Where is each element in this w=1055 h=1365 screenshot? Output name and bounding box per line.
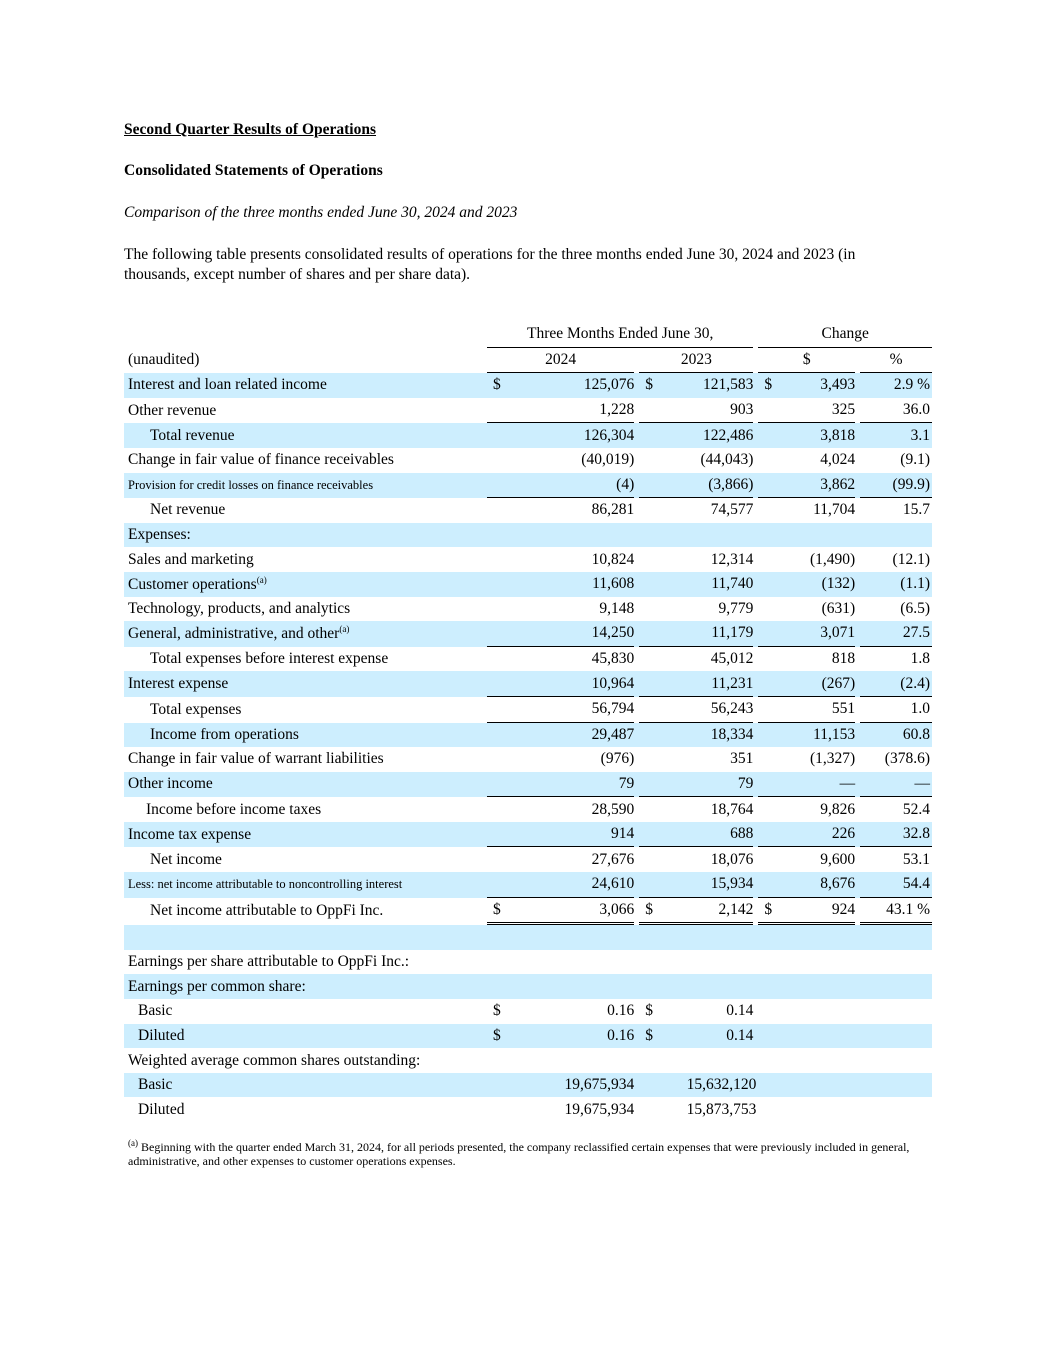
currency-symbol [758,925,786,950]
change-percent: (378.6) [884,750,930,768]
value-2023 [639,621,753,647]
value-2023 [639,999,753,1024]
row-label: Less: net income attributable to noncontrolling interest [124,872,487,898]
currency-symbol [758,747,786,772]
value-2023 [639,925,753,950]
value-2023-text: 11,231 [711,674,754,692]
row-label: Expenses: [124,523,487,548]
table-row [124,448,932,473]
change-dollar [786,925,855,950]
value-2023-text: (3,866) [708,475,754,493]
value-2024: 19,675,934 [515,1073,634,1098]
value-2024: 27,676 [591,850,635,868]
change-percent [860,523,932,548]
currency-symbol [487,925,515,950]
footnote-ref: (a) [256,574,267,585]
change-percent: 36.0 [860,398,932,424]
comparison-heading: Comparison of the three months ended June 30, 2024 and 2023 [124,204,518,221]
change-percent: 15.7 [902,501,930,519]
table-row [124,999,932,1024]
table-row [124,423,932,448]
change-dollar: 818 [831,650,856,668]
change-dollar [786,1073,855,1098]
value-2024 [515,523,634,548]
change-dollar: — [786,772,855,798]
currency-symbol [487,1048,515,1073]
row-label: Diluted [138,1100,185,1118]
currency-symbol [487,697,515,723]
table-row [124,898,932,926]
value-2023 [639,974,753,999]
footnote [128,1136,928,1168]
currency-symbol [758,1073,786,1098]
currency-symbol [487,974,515,999]
change-percent [860,950,932,975]
change-dollar: 551 [786,697,855,723]
change-dollar: 226 [786,822,855,848]
value-2023 [639,498,753,523]
value-2024: 56,794 [515,697,634,723]
value-2024: (40,019) [581,451,635,469]
currency-symbol [758,398,786,424]
row-label: Income before income taxes [146,800,322,818]
change-dollar [786,1024,855,1049]
value-2023 [639,423,753,448]
currency-symbol: $ [487,898,515,926]
footnote-text: Beginning with the quarter ended March 31, 2024, for all periods presented, the company reclassified certain expenses that were previously included in general, administrative, and other expenses to customer operations expenses. [128,1140,910,1168]
change-percent: 1.0 [860,697,932,723]
value-2023 [639,597,753,622]
currency-symbol: $ [758,898,786,926]
change-dollar: 3,071 [786,621,855,647]
change-dollar: 924 [786,898,855,926]
value-2023-text: 15,934 [710,875,754,893]
change-percent: — [860,772,932,798]
currency-symbol [758,1048,786,1073]
change-dollar [786,974,855,999]
value-2024: 10,824 [591,550,635,568]
currency-symbol [487,398,515,424]
currency-symbol [758,547,786,572]
footnote-ref: (a) [339,624,350,635]
value-2023-text: 2,142 [718,900,754,918]
group-header-row [124,322,932,348]
change-dollar: 3,493 [786,373,855,398]
value-2024: 125,076 [515,373,634,398]
value-2024: 0.16 [515,1024,634,1049]
change-percent [860,974,932,999]
currency-symbol: $ [645,1002,653,1020]
value-2023-text: 11,740 [711,575,754,593]
value-2024: 1,228 [515,398,634,424]
change-percent: 32.8 [860,822,932,848]
change-percent: 54.4 [860,872,932,898]
currency-symbol [758,772,786,798]
unaudited-label: (unaudited) [128,351,200,369]
change-percent: (1.1) [860,572,932,597]
currency-symbol [487,772,515,798]
value-2023 [639,547,753,572]
table-row [124,772,932,798]
table-row [124,847,932,872]
table-row [124,621,932,647]
value-2023 [639,473,753,499]
table-row [124,697,932,723]
change-dollar: 4,024 [820,451,856,469]
row-label: Net income attributable to OppFi Inc. [150,902,384,920]
value-2023-text: 56,243 [710,700,754,718]
currency-symbol [758,723,786,748]
value-2023 [639,950,753,975]
currency-symbol [758,448,786,473]
currency-symbol [758,847,786,872]
currency-symbol [487,498,515,523]
value-2023-text: 9,779 [718,599,754,617]
col-change-dollar: $ [758,348,855,374]
value-2024 [515,925,634,950]
row-label: General, administrative, and other$^{(a)}$ [124,621,487,647]
currency-symbol [758,647,786,672]
table-row [124,797,932,822]
change-dollar: (267) [786,671,855,697]
value-2024 [515,1048,634,1073]
change-percent [860,925,932,950]
currency-symbol [487,473,515,499]
change-percent: (6.5) [900,599,930,617]
value-2024: 14,250 [515,621,634,647]
change-percent: 43.1 % [860,898,932,926]
value-2023 [639,448,753,473]
value-2023-text: 11,179 [711,624,754,642]
currency-symbol [487,747,515,772]
value-2023-text: 903 [730,401,754,419]
value-2023 [639,872,753,898]
value-2023-text: 122,486 [703,426,754,444]
value-2023-text: 12,314 [710,550,754,568]
change-header: Change [758,322,932,348]
row-label: Earnings per common share: [124,974,487,999]
currency-symbol [487,797,515,822]
value-2024: 11,608 [515,572,634,597]
row-label: Diluted [124,1024,487,1049]
value-2023 [639,398,753,424]
table-row [124,1048,932,1073]
value-2024: 29,487 [515,723,634,748]
value-2023 [639,797,753,822]
change-percent [860,1024,932,1049]
value-2023 [639,822,753,848]
value-2023 [639,1073,757,1098]
value-2023-text: 18,076 [710,850,754,868]
currency-symbol [487,847,515,872]
table-row [124,671,932,697]
table-row [124,473,932,499]
currency-symbol [758,473,786,499]
value-2023 [639,1048,753,1073]
table-row [124,950,932,975]
table-row [124,597,932,622]
change-percent [860,1048,932,1073]
change-dollar: 3,818 [786,423,855,448]
value-2024: 28,590 [591,800,635,818]
value-2023-text: 0.14 [726,1026,754,1044]
value-2023-text: 15,632,120 [686,1076,757,1094]
change-dollar [786,1097,855,1122]
currency-symbol [758,597,786,622]
row-label: Total expenses [150,700,242,718]
currency-symbol [758,950,786,975]
value-2024: (4) [515,473,634,499]
table-row [124,747,932,772]
table-row [124,723,932,748]
value-2024: 3,066 [515,898,634,926]
value-2024: 19,675,934 [564,1100,635,1118]
table-row [124,1024,932,1049]
currency-symbol [758,498,786,523]
change-dollar: 325 [786,398,855,424]
currency-symbol [487,822,515,848]
table-row [124,822,932,848]
row-label: Basic [138,1002,173,1020]
currency-symbol: $ [758,373,786,398]
table-row [124,647,932,672]
change-percent: (2.4) [860,671,932,697]
row-label: Change in fair value of warrant liabilities [128,750,384,768]
currency-symbol [487,523,515,548]
table-row [124,974,932,999]
table-row [124,1097,932,1122]
change-dollar [786,523,855,548]
change-percent: (99.9) [860,473,932,499]
change-dollar: 3,862 [786,473,855,499]
value-2024: 9,148 [599,599,635,617]
value-2023 [639,647,753,672]
value-2023 [639,373,753,398]
value-2024: 0.16 [607,1002,635,1020]
operations-table [124,322,932,1122]
value-2024: 914 [515,822,634,848]
change-dollar: 11,704 [813,501,856,519]
value-2023 [639,697,753,723]
currency-symbol [758,974,786,999]
change-percent: 52.4 [902,800,930,818]
row-label: Total expenses before interest expense [150,650,389,668]
value-2023 [639,898,753,926]
change-dollar: (1,490) [809,550,856,568]
currency-symbol [758,523,786,548]
value-2023-text: 79 [737,774,754,792]
change-dollar [786,1048,855,1073]
value-2023 [639,847,753,872]
currency-symbol [758,999,786,1024]
group-header: Three Months Ended June 30, [487,322,753,348]
value-2023-text: 688 [730,825,754,843]
column-header-row [124,348,932,374]
footnote-mark: (a) [128,1138,138,1148]
currency-symbol [758,822,786,848]
row-label: Income tax expense [124,822,487,848]
row-label: Interest and loan related income [124,373,487,398]
value-2023 [639,1097,757,1122]
value-2023 [639,671,753,697]
currency-symbol [487,547,515,572]
currency-symbol [487,448,515,473]
currency-symbol [487,597,515,622]
table-row [124,547,932,572]
currency-symbol [758,1097,786,1122]
row-label: Income from operations [124,723,487,748]
currency-symbol [758,572,786,597]
row-label: Net income [150,850,222,868]
currency-symbol: $ [487,373,515,398]
table-row [124,498,932,523]
row-label: Total revenue [124,423,487,448]
change-dollar [786,950,855,975]
value-2023 [639,723,753,748]
change-percent: 1.8 [910,650,930,668]
change-percent [860,999,932,1024]
change-dollar [786,999,855,1024]
change-percent: 3.1 [860,423,932,448]
value-2023 [639,1024,753,1049]
table-row [124,398,932,424]
currency-symbol: $ [645,376,653,394]
row-label: Net revenue [150,501,226,519]
currency-symbol: $ [487,1024,515,1049]
value-2023-text: 18,334 [710,725,754,743]
row-label: Interest expense [124,671,487,697]
row-label: Other revenue [128,401,217,419]
currency-symbol: $ [645,1026,653,1044]
value-2023-text: 351 [730,750,754,768]
value-2024: 126,304 [515,423,634,448]
value-2023 [639,523,753,548]
currency-symbol [487,671,515,697]
value-2024 [515,950,634,975]
change-dollar: 9,826 [820,800,856,818]
currency-symbol: $ [645,900,653,918]
col-2023: 2023 [639,348,753,374]
value-2023-text: 0.14 [726,1002,754,1020]
row-label [124,925,487,950]
value-2023-text: 121,583 [703,376,754,394]
table-row [124,373,932,398]
currency-symbol [758,423,786,448]
change-dollar: (631) [821,599,856,617]
change-percent: 27.5 [860,621,932,647]
currency-symbol [487,950,515,975]
statement-title: Consolidated Statements of Operations [124,162,383,179]
table-row [124,872,932,898]
change-percent: (12.1) [892,550,930,568]
row-label: Weighted average common shares outstanding: [128,1051,421,1069]
value-2023 [639,572,753,597]
table-row [124,572,932,597]
row-label: Sales and marketing [128,550,254,568]
currency-symbol: $ [493,1002,501,1020]
value-2024: 24,610 [515,872,634,898]
change-dollar: 9,600 [820,850,856,868]
change-percent: (9.1) [900,451,930,469]
change-percent: 2.9 % [860,373,932,398]
change-percent [860,1073,932,1098]
value-2024: (976) [600,750,635,768]
col-2024: 2024 [487,348,634,374]
currency-symbol [487,1097,515,1122]
value-2024: 10,964 [515,671,634,697]
currency-symbol [487,572,515,597]
value-2023-text: 45,012 [710,650,754,668]
row-label: Change in fair value of finance receivables [128,451,394,469]
currency-symbol [487,872,515,898]
value-2023-text: (44,043) [700,451,754,469]
currency-symbol [487,621,515,647]
value-2023-text: 15,873,753 [686,1100,757,1118]
change-percent: 53.1 [902,850,930,868]
intro-paragraph: The following table presents consolidated results of operations for the three months ended June 30, 2024 and 2023 (in thousands, except number of shares and per share data). [124,246,856,283]
change-percent: 60.8 [860,723,932,748]
row-label: Other income [124,772,487,798]
row-label: Provision for credit losses on finance receivables [124,473,487,499]
currency-symbol [487,1073,515,1098]
value-2023 [639,772,753,798]
value-2023-text: 74,577 [710,501,754,519]
table-row [124,925,932,950]
table-row [124,1073,932,1098]
change-dollar: (132) [786,572,855,597]
row-label: Customer operations$^{(a)}$ [124,572,487,597]
value-2024: 45,830 [591,650,635,668]
currency-symbol [487,647,515,672]
row-label: Technology, products, and analytics [128,599,351,617]
currency-symbol [758,797,786,822]
value-2024: 79 [515,772,634,798]
value-2024: 86,281 [591,501,635,519]
currency-symbol [758,621,786,647]
col-change-pct: % [860,348,932,374]
currency-symbol [758,671,786,697]
currency-symbol [487,423,515,448]
table-row [124,523,932,548]
currency-symbol [487,723,515,748]
change-percent [860,1097,932,1122]
currency-symbol [758,872,786,898]
currency-symbol [758,697,786,723]
value-2023 [639,747,753,772]
change-dollar: (1,327) [809,750,856,768]
value-2024 [515,974,634,999]
change-dollar: 8,676 [786,872,855,898]
section-title: Second Quarter Results of Operations [124,121,377,138]
row-label: Basic [124,1073,487,1098]
change-dollar: 11,153 [786,723,855,748]
value-2023-text: 18,764 [710,800,754,818]
row-label: Earnings per share attributable to OppFi Inc.: [128,953,410,971]
currency-symbol [758,1024,786,1049]
